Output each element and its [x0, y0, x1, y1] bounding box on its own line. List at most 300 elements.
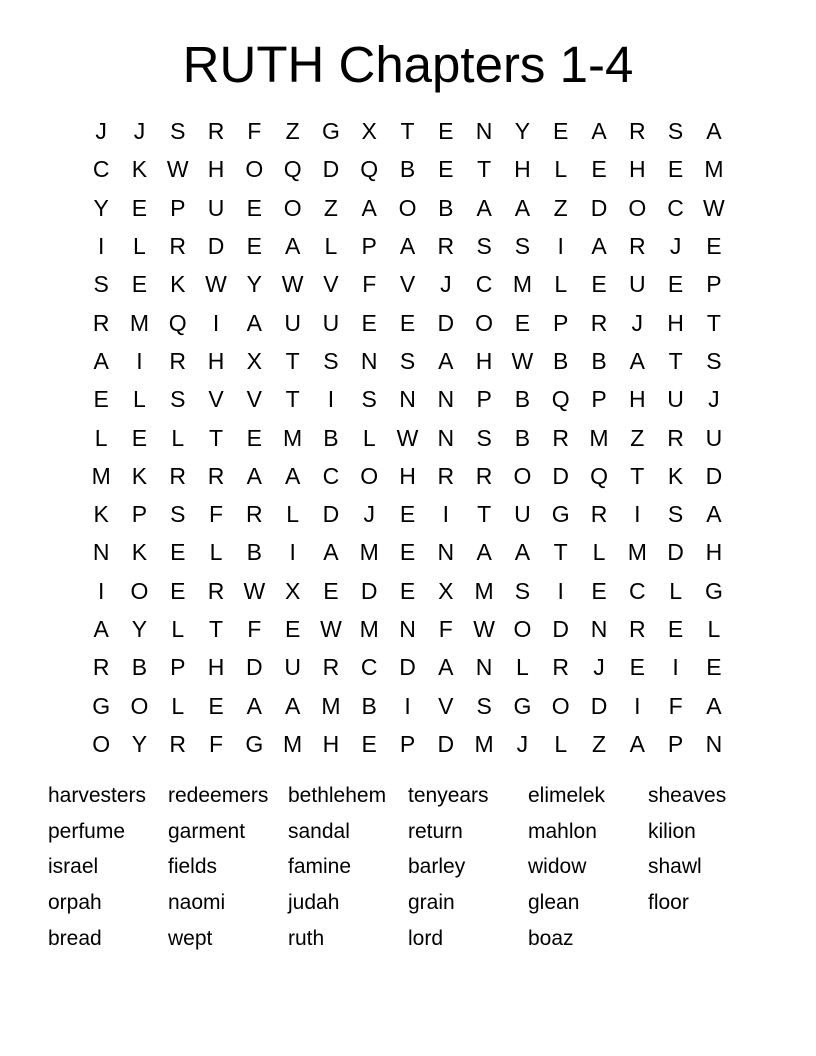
grid-letter: S — [476, 692, 492, 719]
grid-letter: B — [514, 424, 531, 451]
grid-letter: E — [706, 233, 722, 260]
page-title: RUTH Chapters 1-4 — [182, 36, 634, 93]
grid-row — [82, 686, 734, 724]
grid-letter: W — [320, 616, 342, 642]
grid-letter: R — [169, 347, 187, 374]
grid-letter: K — [667, 462, 684, 489]
grid-letter: L — [554, 271, 568, 298]
grid-letter: U — [207, 194, 225, 221]
grid-letter: E — [399, 577, 416, 604]
grid-row — [82, 533, 734, 571]
grid-letter: K — [131, 539, 148, 566]
grid-letter: R — [628, 616, 646, 642]
grid-letter: R — [169, 730, 187, 757]
grid-letter: R — [590, 309, 608, 336]
grid-letter: C — [667, 194, 684, 221]
grid-letter: J — [440, 271, 452, 298]
grid-row — [82, 572, 734, 610]
grid-letter: C — [475, 271, 493, 298]
grid-letter: R — [552, 654, 570, 681]
grid-letter: I — [212, 309, 220, 336]
grid-letter: I — [97, 577, 105, 604]
grid-letter: C — [628, 577, 646, 604]
grid-letter: F — [247, 118, 262, 145]
grid-letter: E — [399, 501, 416, 528]
grid-letter: N — [437, 386, 455, 413]
grid-row — [82, 610, 734, 648]
grid-letter: N — [399, 616, 416, 642]
grid-letter: M — [129, 309, 150, 336]
grid-letter: E — [591, 271, 607, 298]
grid-letter: K — [93, 501, 109, 528]
word-list-item: harvesters — [48, 783, 147, 807]
grid-letter: P — [361, 233, 377, 260]
grid-letter: Y — [93, 194, 109, 221]
grid-letter: B — [553, 347, 569, 374]
grid-letter: A — [629, 347, 645, 374]
grid-letter: E — [399, 539, 416, 566]
grid-letter: A — [93, 616, 109, 642]
grid-letter: O — [551, 692, 570, 719]
grid-letter: L — [707, 616, 721, 642]
grid-letter: G — [513, 692, 532, 719]
grid-letter: A — [246, 462, 262, 489]
grid-row — [82, 457, 734, 495]
grid-letter: A — [93, 347, 109, 374]
grid-letter: F — [209, 501, 224, 528]
grid-letter: J — [631, 309, 644, 336]
grid-letter: E — [438, 156, 454, 183]
grid-letter: A — [246, 309, 262, 336]
word-list-item: bread — [48, 927, 102, 951]
grid-letter: A — [629, 730, 645, 757]
grid-letter: R — [475, 462, 493, 489]
word-list-item: kilion — [648, 819, 696, 843]
grid-letter: S — [667, 501, 684, 528]
grid-letter: T — [706, 309, 721, 336]
grid-letter: R — [207, 462, 225, 489]
grid-letter: J — [516, 730, 529, 757]
grid-letter: H — [628, 386, 646, 413]
word-list-item: shawl — [648, 855, 702, 879]
grid-letter: B — [323, 424, 339, 451]
grid-letter: A — [399, 233, 416, 260]
grid-letter: M — [359, 616, 379, 642]
word-list — [48, 778, 768, 957]
word-list-item: glean — [528, 891, 580, 915]
grid-letter: D — [399, 654, 416, 681]
grid-letter: W — [511, 347, 534, 374]
grid-letter: J — [363, 501, 375, 528]
grid-letter: U — [322, 309, 340, 336]
grid-letter: D — [667, 539, 684, 566]
grid-letter: E — [361, 730, 377, 757]
grid-letter: O — [360, 462, 379, 489]
word-list-item: fields — [168, 855, 218, 879]
grid-letter: Y — [246, 271, 262, 298]
grid-letter: A — [246, 692, 262, 719]
grid-letter: I — [634, 692, 641, 719]
letter-grid — [82, 112, 734, 763]
grid-letter: J — [95, 118, 107, 145]
grid-letter: D — [552, 462, 570, 489]
grid-letter: H — [399, 462, 416, 489]
grid-letter: A — [591, 233, 607, 260]
grid-letter: H — [628, 156, 646, 183]
grid-letter: K — [170, 271, 186, 298]
grid-letter: T — [477, 501, 492, 528]
word-list-item: sheaves — [648, 783, 727, 807]
grid-letter: A — [284, 692, 301, 719]
grid-row — [82, 380, 734, 418]
grid-letter: A — [361, 194, 377, 221]
grid-letter: H — [207, 156, 225, 183]
grid-letter: E — [246, 194, 262, 221]
grid-letter: T — [400, 118, 415, 145]
grid-letter: L — [133, 233, 146, 260]
grid-letter: H — [705, 539, 723, 566]
grid-letter: F — [668, 692, 683, 719]
grid-letter: C — [360, 654, 378, 681]
grid-letter: L — [554, 730, 568, 757]
word-list-item: barley — [408, 855, 466, 879]
grid-letter: L — [592, 539, 606, 566]
grid-letter: W — [396, 424, 419, 451]
grid-letter: N — [590, 616, 608, 642]
word-list-item: mahlon — [528, 819, 597, 843]
grid-letter: V — [208, 386, 224, 413]
word-list-item: boaz — [528, 927, 574, 951]
word-list-item: sandal — [288, 819, 350, 843]
grid-letter: T — [209, 616, 224, 642]
grid-letter: F — [209, 730, 224, 757]
grid-letter: R — [628, 233, 646, 260]
grid-letter: R — [207, 577, 225, 604]
grid-row — [82, 342, 734, 380]
grid-letter: W — [205, 271, 227, 298]
grid-letter: P — [667, 730, 684, 757]
grid-letter: H — [475, 347, 493, 374]
grid-letter: M — [321, 692, 341, 719]
grid-row — [82, 112, 734, 150]
grid-letter: E — [170, 539, 186, 566]
grid-letter: O — [398, 194, 417, 221]
grid-letter: U — [284, 654, 301, 681]
grid-letter: S — [399, 347, 416, 374]
grid-letter: F — [438, 616, 453, 642]
grid-letter: W — [703, 194, 725, 221]
word-list-item: floor — [648, 891, 689, 915]
grid-letter: T — [630, 462, 645, 489]
grid-letter: W — [166, 156, 189, 183]
grid-letter: I — [557, 577, 564, 604]
grid-letter: D — [207, 233, 225, 260]
grid-letter: G — [92, 692, 111, 719]
grid-letter: L — [94, 424, 108, 451]
grid-letter: M — [704, 156, 724, 183]
word-list-item: naomi — [168, 891, 226, 915]
grid-letter: B — [438, 194, 454, 221]
grid-letter: E — [667, 156, 684, 183]
word-list-item: grain — [408, 891, 455, 915]
grid-letter: T — [285, 347, 300, 374]
grid-letter: E — [131, 424, 148, 451]
word-list-item: garment — [168, 819, 246, 843]
grid-letter: L — [133, 386, 146, 413]
grid-letter: L — [171, 616, 185, 642]
grid-letter: E — [131, 271, 148, 298]
grid-letter: E — [629, 654, 645, 681]
word-list-item: ruth — [288, 927, 325, 951]
grid-letter: Q — [168, 309, 187, 336]
word-list-item: lord — [408, 927, 444, 951]
grid-letter: J — [133, 118, 146, 145]
grid-letter: S — [514, 233, 531, 260]
grid-letter: D — [360, 577, 378, 604]
grid-letter: X — [284, 577, 301, 604]
grid-letter: S — [170, 118, 186, 145]
grid-letter: R — [628, 118, 646, 145]
grid-letter: E — [514, 309, 531, 336]
grid-letter: P — [170, 194, 186, 221]
grid-letter: R — [667, 424, 684, 451]
grid-letter: L — [324, 233, 338, 260]
grid-letter: O — [283, 194, 302, 221]
grid-letter: L — [286, 501, 300, 528]
grid-letter: J — [593, 654, 605, 681]
grid-letter: W — [281, 271, 304, 298]
grid-letter: O — [513, 462, 532, 489]
grid-row — [82, 648, 734, 686]
grid-letter: E — [591, 156, 607, 183]
grid-letter: R — [437, 462, 455, 489]
grid-letter: I — [289, 539, 296, 566]
grid-letter: E — [93, 386, 109, 413]
word-list-item: return — [408, 819, 463, 843]
grid-letter: A — [514, 539, 531, 566]
grid-letter: K — [131, 462, 148, 489]
grid-letter: Z — [591, 730, 607, 757]
grid-letter: I — [557, 233, 564, 260]
grid-letter: N — [437, 424, 455, 451]
grid-letter: B — [131, 654, 148, 681]
grid-letter: I — [136, 347, 143, 374]
grid-letter: L — [171, 424, 185, 451]
word-list-row — [48, 814, 768, 850]
grid-letter: O — [130, 577, 149, 604]
grid-letter: A — [514, 194, 531, 221]
grid-letter: D — [437, 730, 455, 757]
grid-letter: S — [361, 386, 377, 413]
grid-letter: D — [590, 194, 608, 221]
grid-letter: L — [171, 692, 185, 719]
grid-letter: G — [704, 577, 723, 604]
grid-letter: Y — [131, 730, 148, 757]
grid-letter: N — [92, 539, 110, 566]
grid-letter: Z — [553, 194, 568, 221]
grid-letter: E — [246, 233, 262, 260]
grid-letter: E — [361, 309, 377, 336]
grid-letter: O — [475, 309, 494, 336]
grid-letter: P — [553, 309, 569, 336]
word-list-item: israel — [48, 855, 99, 879]
grid-letter: O — [513, 616, 532, 642]
grid-letter: O — [628, 194, 647, 221]
grid-letter: E — [399, 309, 416, 336]
grid-letter: S — [93, 271, 109, 298]
grid-letter: T — [209, 424, 224, 451]
grid-letter: D — [437, 309, 455, 336]
grid-letter: N — [475, 654, 493, 681]
grid-letter: M — [589, 424, 609, 451]
grid-letter: V — [246, 386, 262, 413]
word-list-item: bethlehem — [288, 783, 387, 807]
grid-row — [82, 495, 734, 533]
word-list-row — [48, 921, 768, 957]
word-list-row — [48, 850, 768, 886]
grid-row — [82, 418, 734, 456]
word-list-item: judah — [288, 891, 340, 915]
grid-letter: M — [474, 730, 494, 757]
grid-letter: G — [245, 730, 264, 757]
grid-letter: N — [475, 118, 493, 145]
grid-letter: M — [474, 577, 494, 604]
grid-letter: Q — [360, 156, 379, 183]
grid-letter: B — [591, 347, 607, 374]
grid-letter: O — [92, 730, 111, 757]
grid-letter: H — [322, 730, 340, 757]
word-list-item: widow — [528, 855, 587, 879]
grid-letter: D — [322, 501, 340, 528]
grid-letter: I — [442, 501, 450, 528]
grid-letter: X — [246, 347, 262, 374]
grid-letter: V — [323, 271, 339, 298]
grid-letter: L — [669, 577, 682, 604]
grid-letter: V — [438, 692, 454, 719]
grid-letter: G — [321, 118, 340, 145]
grid-letter: O — [245, 156, 264, 183]
grid-row — [82, 725, 734, 763]
word-list-item: orpah — [48, 891, 102, 915]
grid-letter: P — [399, 730, 416, 757]
grid-letter: B — [514, 386, 531, 413]
grid-letter: Q — [590, 462, 608, 489]
grid-letter: Z — [630, 424, 645, 451]
grid-letter: L — [209, 539, 223, 566]
grid-letter: M — [359, 539, 379, 566]
grid-letter: L — [516, 654, 529, 681]
grid-letter: I — [97, 233, 105, 260]
grid-letter: J — [669, 233, 682, 260]
grid-letter: S — [323, 347, 339, 374]
grid-letter: R — [437, 233, 455, 260]
grid-letter: N — [360, 347, 378, 374]
grid-letter: O — [130, 692, 149, 719]
grid-letter: E — [246, 424, 262, 451]
grid-letter: Z — [285, 118, 300, 145]
grid-letter: U — [705, 424, 723, 451]
grid-letter: Y — [514, 118, 531, 145]
grid-letter: T — [668, 347, 683, 374]
grid-letter: S — [667, 118, 684, 145]
grid-letter: K — [131, 156, 148, 183]
grid-letter: A — [476, 539, 492, 566]
grid-letter: S — [476, 424, 492, 451]
grid-letter: I — [327, 386, 335, 413]
grid-letter: I — [672, 654, 679, 681]
word-list-item: wept — [168, 927, 213, 951]
grid-letter: Y — [131, 616, 148, 642]
grid-letter: A — [706, 118, 722, 145]
grid-letter: C — [92, 156, 110, 183]
word-list-item: perfume — [48, 819, 126, 843]
grid-letter: C — [322, 462, 340, 489]
grid-letter: T — [477, 156, 492, 183]
grid-letter: R — [552, 424, 570, 451]
grid-letter: P — [170, 654, 186, 681]
grid-letter: R — [590, 501, 608, 528]
grid-letter: D — [322, 156, 340, 183]
grid-letter: D — [246, 654, 263, 681]
grid-letter: E — [131, 194, 148, 221]
grid-letter: W — [473, 616, 495, 642]
grid-letter: U — [667, 386, 684, 413]
grid-letter: R — [322, 654, 340, 681]
grid-letter: S — [170, 386, 186, 413]
grid-letter: A — [284, 462, 301, 489]
grid-row — [82, 150, 734, 188]
grid-letter: A — [706, 501, 722, 528]
grid-letter: J — [708, 386, 720, 413]
grid-letter: L — [362, 424, 376, 451]
grid-row — [82, 265, 734, 303]
grid-letter: P — [706, 271, 722, 298]
grid-letter: P — [131, 501, 148, 528]
grid-letter: V — [399, 271, 416, 298]
grid-letter: E — [667, 616, 684, 642]
grid-letter: D — [590, 692, 608, 719]
grid-letter: R — [92, 654, 110, 681]
grid-letter: N — [437, 539, 455, 566]
grid-letter: B — [399, 156, 416, 183]
grid-letter: R — [246, 501, 263, 528]
word-list-item: famine — [288, 855, 352, 879]
grid-letter: M — [91, 462, 111, 489]
grid-letter: E — [591, 577, 607, 604]
grid-letter: U — [284, 309, 301, 336]
grid-letter: G — [551, 501, 570, 528]
grid-letter: W — [243, 577, 266, 604]
grid-letter: P — [476, 386, 492, 413]
grid-letter: S — [476, 233, 492, 260]
grid-letter: X — [361, 118, 377, 145]
grid-letter: M — [512, 271, 532, 298]
grid-letter: T — [553, 539, 568, 566]
grid-letter: E — [667, 271, 684, 298]
grid-row — [82, 303, 734, 341]
grid-letter: X — [438, 577, 454, 604]
grid-row — [82, 189, 734, 227]
grid-letter: S — [514, 577, 531, 604]
word-list-row — [48, 885, 768, 921]
grid-letter: A — [706, 692, 722, 719]
grid-letter: D — [552, 616, 570, 642]
grid-letter: L — [554, 156, 568, 183]
grid-letter: T — [285, 386, 300, 413]
grid-letter: S — [170, 501, 186, 528]
grid-letter: R — [207, 118, 225, 145]
grid-letter: A — [438, 347, 454, 374]
